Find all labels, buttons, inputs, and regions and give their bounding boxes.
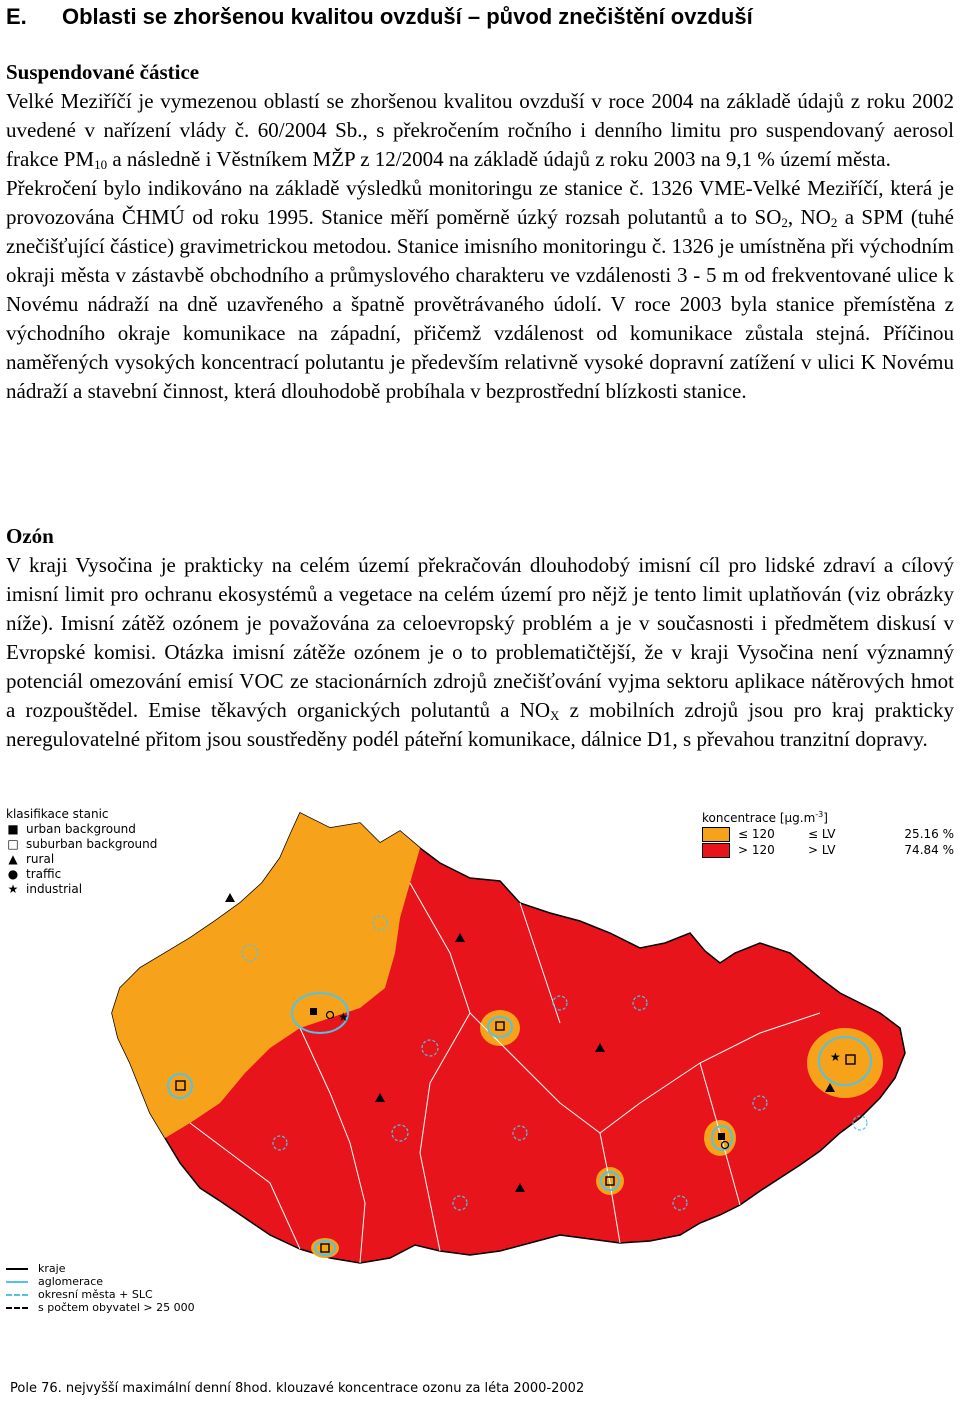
legend-title-text: koncentrace [μg.m (702, 811, 816, 825)
legend-label: kraje (38, 1262, 66, 1275)
legend-label: urban background (26, 822, 136, 836)
swatch-below-limit (702, 827, 730, 842)
legend-label: traffic (26, 867, 62, 881)
line-sample-dashed-black (6, 1307, 28, 1309)
subscript: 2 (781, 215, 788, 230)
legend-label: okresní města + SLC (38, 1288, 153, 1301)
concentration-legend (702, 807, 954, 858)
ozone-heading: Ozón (6, 524, 54, 548)
boundary-legend-row (6, 1262, 195, 1275)
circle-icon: ● (7, 867, 19, 881)
station-marker-urban (718, 1133, 725, 1140)
suspended-particles-heading: Suspendované částice (6, 60, 200, 84)
lv-label: > LV (808, 842, 836, 857)
text-run: , NO (787, 205, 831, 229)
station-marker-urban (310, 1008, 317, 1015)
lv-label: ≤ LV (808, 826, 836, 841)
station-marker-industrial: ★ (830, 1050, 841, 1064)
subscript: 10 (94, 157, 108, 172)
legend-label: s počtem obyvatel > 25 000 (38, 1301, 195, 1314)
legend-label: rural (26, 852, 55, 866)
text-run: z mobilních zdrojů jsou pro kraj prakticky neregulovatelné přitom jsou soustředěny podél páteřní komunikace, dálnice D1, s převahou tranzitní dopravy. (6, 698, 954, 751)
range-label: > 120 (738, 842, 775, 857)
ozone-paragraph (6, 551, 954, 754)
range-label: ≤ 120 (738, 826, 775, 841)
section-title (6, 2, 954, 32)
percentage-label: 74.84 % (904, 842, 954, 857)
legend-title-end: ] (823, 811, 828, 825)
station-marker-industrial: ★ (338, 1010, 349, 1024)
map-caption: Pole 76. nejvyšší maximální denní 8hod. klouzavé koncentrace ozonu za léta 2000-2002 (10, 1381, 585, 1396)
line-sample-solid-black (6, 1268, 28, 1270)
star-icon: ★ (7, 882, 19, 896)
suspended-paragraph-2 (6, 174, 954, 406)
boundary-legend-row (6, 1301, 195, 1314)
percentage-label: 25.16 % (904, 826, 954, 841)
suspended-paragraph-1 (6, 87, 954, 174)
legend-row-traffic (6, 867, 157, 882)
section-letter: E. (6, 4, 27, 29)
boundary-legend (6, 1262, 195, 1314)
concentration-legend-title (702, 807, 954, 826)
line-sample-dashed-cyan (6, 1294, 28, 1296)
text-run: a SPM (tuhé znečišťující částice) gravimetrickou metodou. Stanice imisního monitoringu č. 1326 je umístněna při východním okraji města v zástavbě obchodního a průmyslového charakteru ve vzdálenosti 3 - 5 m od frekventované ulice k Novému nádraží na dně uzavřeného a špatně provětrávaného údolí. V roce 2003 byla stanice přemístěna z východního okraje komunikace na západní, přičemž vzdálenost od komunikace zůstala stejná. Příčinou naměřených vysokých koncentrací polutantu je především relativně vysoké dopravní zatížení v ulici K Novému nádraží a stavební činnost, která dlouhodobě probíhala v bezprostřední blízkosti stanice. (6, 205, 954, 403)
legend-row-rural (6, 852, 157, 867)
concentration-row (702, 826, 954, 842)
station-legend (6, 807, 157, 897)
station-legend-title: klasifikace stanic (6, 807, 109, 821)
text-run: V kraji Vysočina je prakticky na celém území překračován dlouhodobý imisní cíl pro lidské zdraví a cílový imisní limit pro ochranu ekosystémů a vegetace na celém území pro nějž je tento limit uplatňován (viz obrázky níže). Imisní zátěž ozónem je považována za celoevropský problém a je v současnosti i předmětem diskusí v Evropské komisi. Otázka imisní zátěže ozónem je o to problematičtější, že v kraji Vysočina není významný potenciál omezování emisí VOC ze stacionárních zdrojů znečišťování vyjma sektoru aplikace nátěrových hmot a rozpouštědel. Emise těkavých organických polutantů a NO (6, 553, 954, 722)
legend-title-sup: -3 (815, 810, 824, 819)
legend-label: suburban background (26, 837, 158, 851)
text-run: Velké Meziříčí je vymezenou oblastí se zhoršenou kvalitou ovzduší v roce 2004 na základě údajů z roku 2002 uvedené v nařízení vlády č. 60/2004 Sb., s překročením ročního i denního limitu pro suspendovaný aerosol frakce PM (6, 89, 954, 171)
triangle-icon: ▲ (8, 852, 18, 866)
legend-row-industrial (6, 882, 157, 897)
subscript: X (550, 708, 560, 723)
ozone-map-figure (0, 803, 960, 1403)
suspended-particles-section (6, 58, 954, 406)
section-title-text: Oblasti se zhoršenou kvalitou ovzduší – původ znečištění ovzduší (62, 4, 753, 29)
boundary-legend-row (6, 1288, 195, 1301)
subscript: 2 (830, 215, 838, 230)
ozone-section (6, 522, 954, 754)
station-marker-rural (225, 893, 235, 902)
text-run: a následně i Věstníkem MŽP z 12/2004 na základě údajů z roku 2003 na 9,1 % území města. (107, 147, 891, 171)
legend-label: aglomerace (38, 1275, 104, 1288)
legend-row-suburban (6, 837, 157, 852)
map-patch-below-limit (480, 1010, 520, 1046)
text-run: Překročení bylo indikováno na základě výsledků monitoringu ze stanice č. 1326 VME-Velké Meziříčí, která je provozována ČHMÚ od roku 1995. Stanice měří poměrně úzký rozsah polutantů a to SO (6, 176, 954, 229)
legend-label: industrial (26, 882, 83, 896)
concentration-row (702, 842, 954, 858)
legend-row-urban (6, 822, 157, 837)
filled-square-icon: ■ (7, 822, 19, 836)
open-square-icon: □ (7, 837, 19, 851)
boundary-legend-row (6, 1275, 195, 1288)
line-sample-solid-cyan (6, 1281, 28, 1283)
swatch-above-limit (702, 843, 730, 858)
